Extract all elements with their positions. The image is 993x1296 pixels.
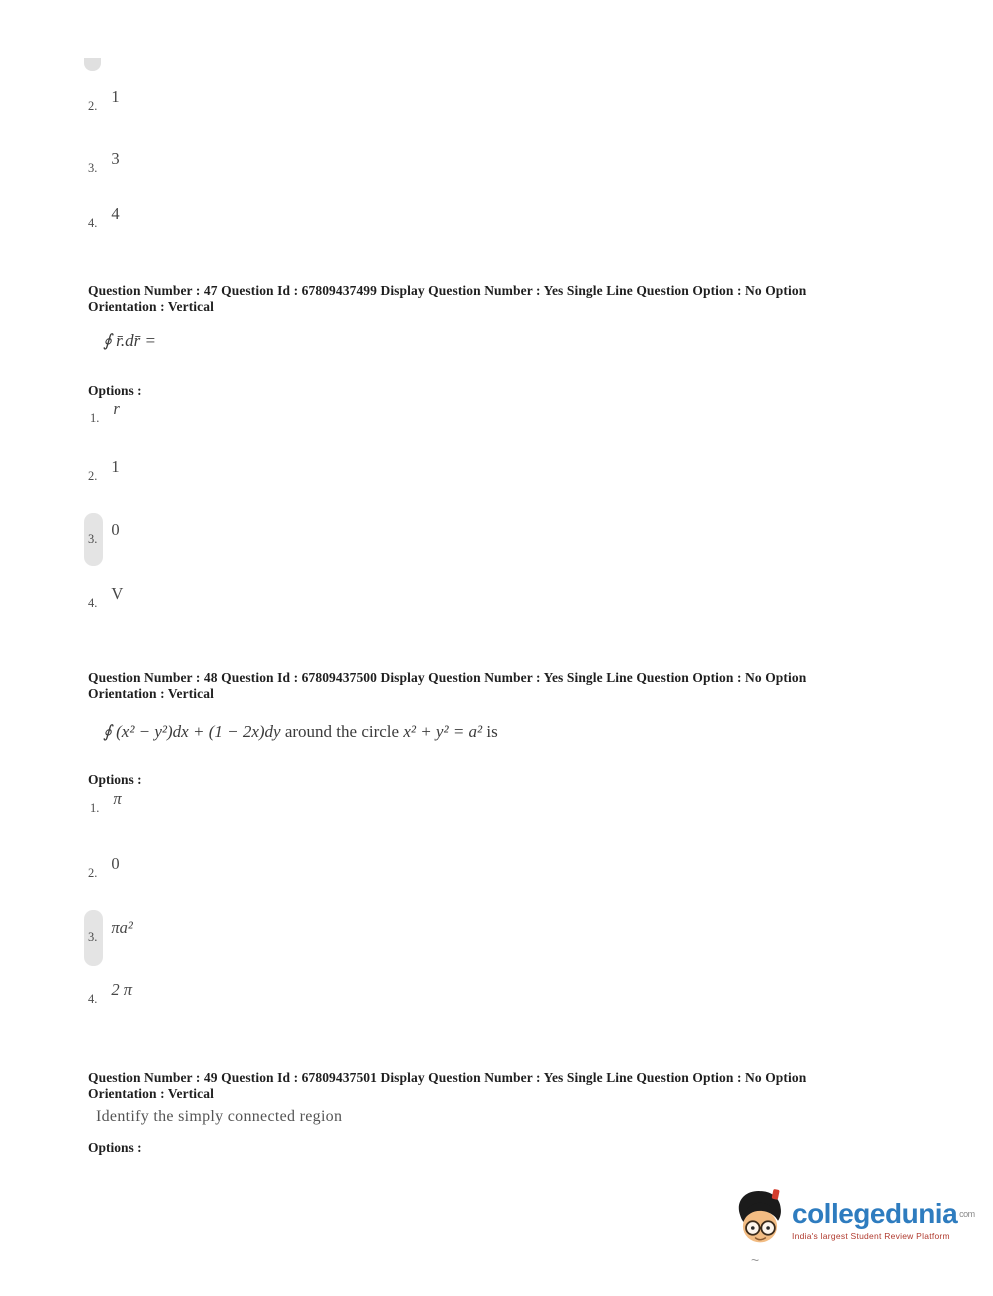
formula-math: x² + y² = a² (403, 722, 483, 741)
option-number: 1. (90, 801, 100, 815)
collegedunia-wordmark (792, 1200, 975, 1228)
option-value: r (113, 399, 120, 418)
collegedunia-logo (733, 1188, 975, 1250)
collegedunia-logo-text (792, 1188, 975, 1241)
option-number: 2. (88, 469, 98, 483)
question-48-option-4 (88, 980, 133, 1008)
option-number: 4. (88, 992, 98, 1006)
question-49-metadata (88, 1070, 806, 1101)
option-number: 2. (88, 866, 98, 880)
option-value: 1 (111, 87, 120, 106)
option-value: 0 (111, 854, 120, 873)
formula-math: ∮ (x² − y²)dx + (1 − 2x)dy (103, 722, 281, 741)
question-48-option-1 (90, 789, 122, 817)
question-47-option-1 (90, 399, 120, 427)
question-48-metadata-line1: Question Number : 48 Question Id : 67809437500 Display Question Number : Yes Single Line Question Option : No Option (88, 670, 807, 685)
question-49-body: Identify the simply connected region (96, 1108, 343, 1125)
option-number: 2. (88, 99, 98, 113)
question-48-metadata (88, 670, 806, 701)
option-value: V (111, 584, 124, 603)
question-48-option-2 (88, 854, 120, 882)
option-number: 4. (88, 596, 98, 610)
option-value: 1 (111, 457, 120, 476)
question-49-metadata-line1: Question Number : 49 Question Id : 67809437501 Display Question Number : Yes Single Line Question Option : No Option (88, 1070, 807, 1085)
question-48-metadata-line2: Orientation : Vertical (88, 685, 214, 701)
carryover-option-2 (88, 87, 120, 115)
question-49-metadata-line2: Orientation : Vertical (88, 1085, 214, 1101)
option-value: πa² (111, 918, 133, 937)
option-value: 0 (111, 520, 120, 539)
question-48-option-3 (88, 918, 133, 946)
question-47-option-2 (88, 457, 120, 485)
option-number: 1. (90, 411, 100, 425)
question-48-options-label: Options : (88, 772, 142, 787)
option-value: π (113, 789, 122, 808)
carryover-option-3 (88, 149, 120, 177)
answer-highlight-partial (84, 58, 101, 71)
option-value: 3 (111, 149, 120, 168)
carryover-option-4 (88, 204, 120, 232)
question-47-option-3 (88, 520, 120, 548)
question-47-options-label: Options : (88, 383, 142, 398)
option-value: 4 (111, 204, 120, 223)
question-47-metadata (88, 283, 806, 314)
formula-text: is (482, 722, 498, 741)
brand-tld: com (959, 1209, 975, 1219)
formula-math: ∮ r̄.dr̄ = (103, 331, 156, 350)
question-47-metadata-line1: Question Number : 47 Question Id : 67809437499 Display Question Number : Yes Single Line Question Option : No Option (88, 283, 807, 298)
question-49-options-label: Options : (88, 1140, 142, 1155)
question-47-metadata-line2: Orientation : Vertical (88, 298, 214, 314)
option-number: 3. (88, 161, 98, 175)
collegedunia-mascot-icon (733, 1188, 787, 1250)
squiggle-mark: ~ (751, 1252, 760, 1268)
formula-text: around the circle (280, 722, 404, 741)
option-number: 3. (88, 930, 98, 944)
question-47-option-4 (88, 584, 124, 612)
collegedunia-tagline: India's largest Student Review Platform (792, 1231, 950, 1241)
question-47-formula (103, 331, 156, 351)
question-48-formula (103, 722, 498, 742)
option-number: 3. (88, 532, 98, 546)
brand-name: collegedunia (792, 1198, 958, 1229)
option-number: 4. (88, 216, 98, 230)
option-value: 2 π (111, 980, 133, 999)
